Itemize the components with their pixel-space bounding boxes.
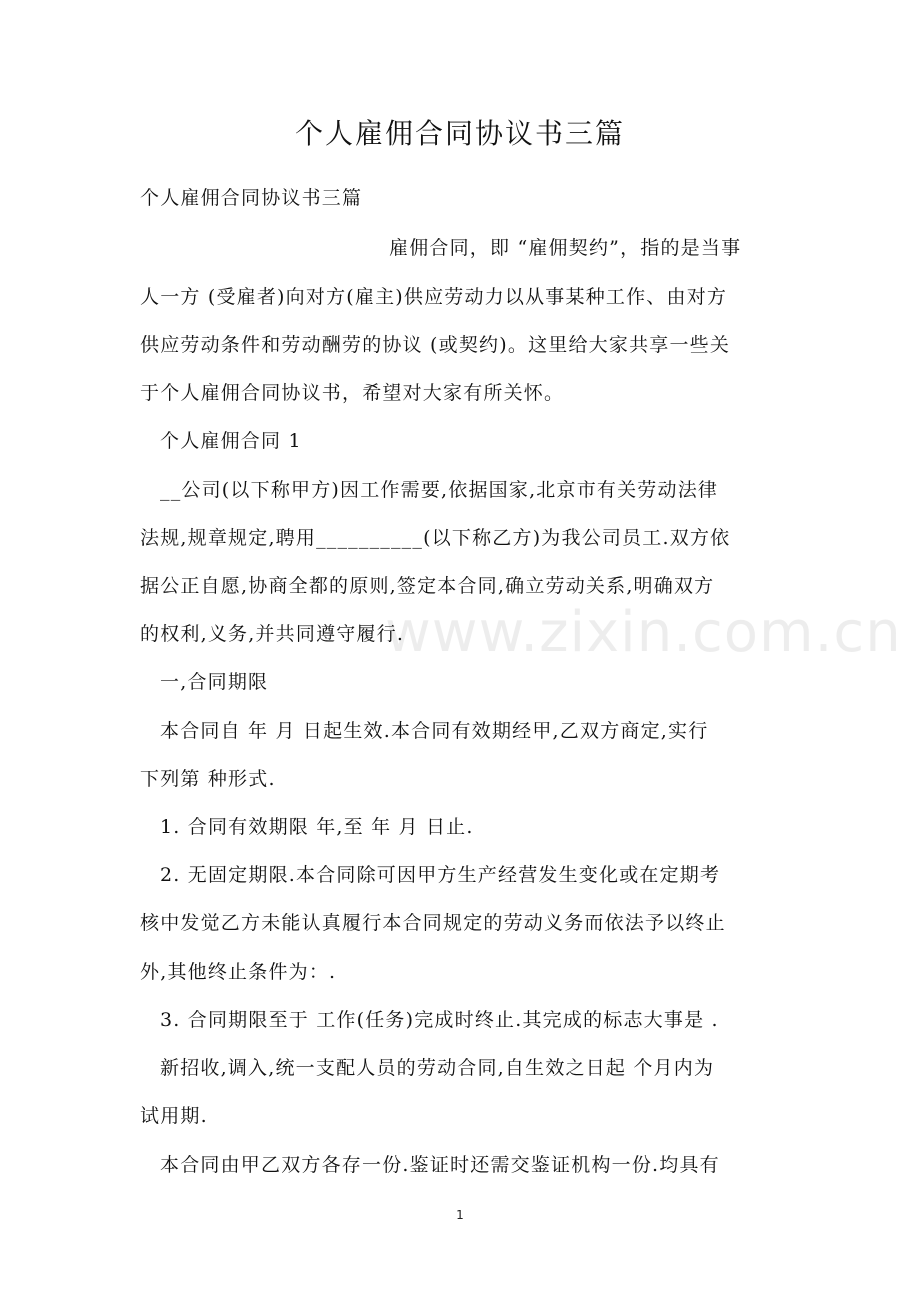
subtitle-line: 个人雇佣合同协议书三篇 [140, 187, 363, 209]
watermark: www.zixin.com.cn [385, 600, 902, 665]
page-title: 个人雇佣合同协议书三篇 [294, 117, 625, 150]
paragraph-line: 的权利,义务,并共同遵守履行. [140, 623, 405, 645]
paragraph-line: 下列第 种形式. [140, 768, 276, 790]
section-heading: 个人雇佣合同 1 [160, 430, 302, 452]
list-item: 3. 合同期限至于 工作(任务)完成时终止.其完成的标志大事是 . [160, 1009, 719, 1031]
paragraph-line: 新招收,调入,统一支配人员的劳动合同,自生效之日起 个月内为 [160, 1057, 715, 1079]
paragraph-line: 据公正自愿,协商全都的原则,签定本合同,确立劳动关系,明确双方 [140, 575, 715, 597]
section-heading: 一,合同期限 [160, 671, 269, 693]
paragraph-line: 外,其他终止条件为：. [140, 961, 337, 983]
paragraph-line: 核中发觉乙方未能认真履行本合同规定的劳动义务而依法予以终止 [140, 912, 726, 934]
list-item: 2. 无固定期限.本合同除可因甲方生产经营发生变化或在定期考 [160, 864, 721, 886]
paragraph-line: 供应劳动条件和劳动酬劳的协议 (或契约)。这里给大家共享一些关 [140, 334, 731, 356]
page-number: 1 [456, 1208, 464, 1222]
paragraph-line: 于个人雇佣合同协议书，希望对大家有所关怀。 [140, 382, 565, 404]
paragraph-line: 本合同自 年 月 日起生效.本合同有效期经甲,乙双方商定,实行 [160, 720, 709, 742]
paragraph-line: __公司(以下称甲方)因工作需要,依据国家,北京市有关劳动法律 [160, 479, 719, 501]
paragraph-line: 本合同由甲乙双方各存一份.鉴证时还需交鉴证机构一份.均具有 [160, 1154, 720, 1176]
paragraph-line: 人一方 (受雇者)向对方(雇主)供应劳动力以从事某种工作、由对方 [140, 286, 728, 308]
list-item: 1. 合同有效期限 年,至 年 月 日止. [160, 816, 474, 838]
paragraph-line: 雇佣合同，即 “雇佣契约”，指的是当事 [389, 237, 742, 259]
paragraph-line: 法规,规章规定,聘用__________(以下称乙方)为我公司员工.双方依 [140, 527, 731, 549]
paragraph-line: 试用期. [140, 1105, 208, 1127]
